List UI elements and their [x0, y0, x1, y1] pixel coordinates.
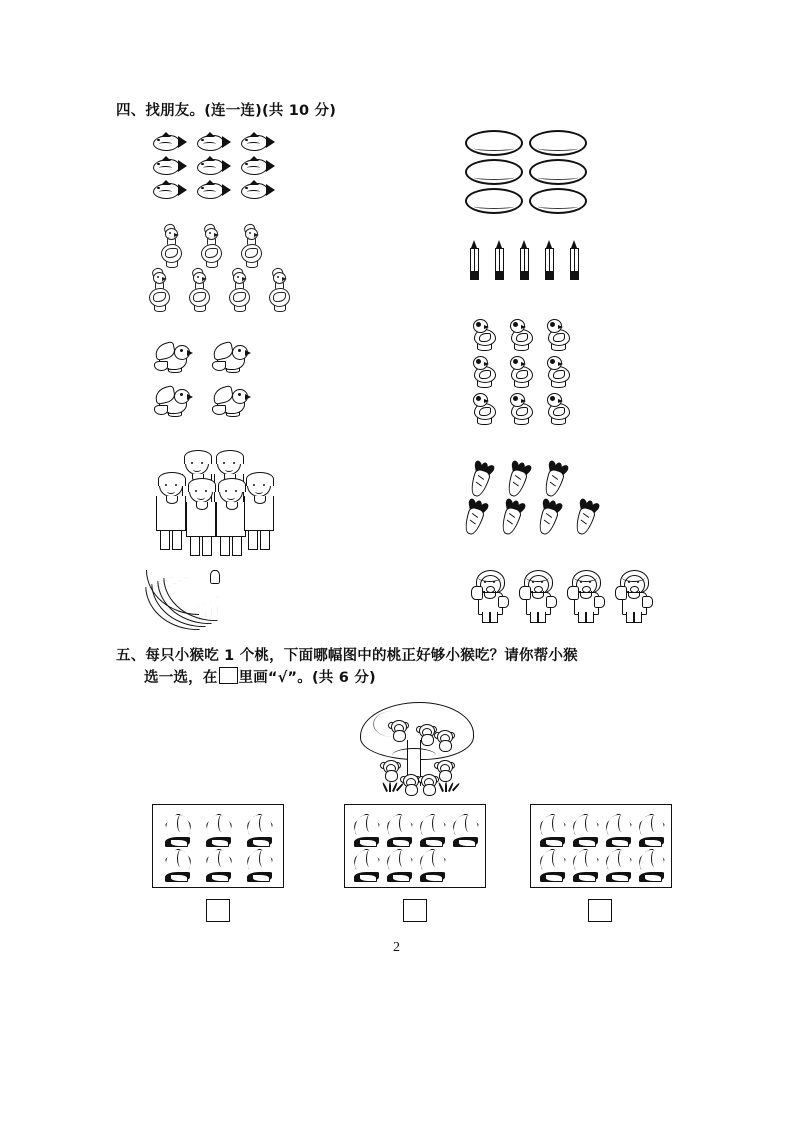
answer-checkbox-a[interactable]	[206, 899, 230, 922]
plate-icon	[529, 159, 587, 185]
chick-icon	[472, 393, 498, 425]
section-5-line2-b: 里画“√”。	[238, 670, 312, 687]
peach-option-b-box[interactable]	[344, 804, 486, 888]
peach-grid-a	[153, 805, 283, 887]
dove-icon	[154, 386, 194, 418]
peach-icon	[162, 847, 192, 881]
peach-grid-b	[345, 805, 485, 887]
goose-icon	[240, 228, 266, 268]
peach-option-a-box[interactable]	[152, 804, 284, 888]
peach-icon	[570, 812, 600, 846]
peach-icon	[603, 847, 633, 881]
fish-icon	[241, 158, 275, 175]
goose-icon	[268, 272, 294, 312]
monkey-icon	[420, 774, 437, 794]
pencil-icon	[470, 240, 479, 280]
inline-answer-box-icon	[219, 667, 238, 684]
peach-icon	[636, 812, 666, 846]
monkey-icon	[382, 760, 399, 780]
goose-icon	[188, 272, 214, 312]
monkey-icon	[436, 730, 453, 750]
peach-grid-c	[531, 805, 671, 887]
monkey-icon	[418, 724, 435, 744]
grass-icon	[384, 782, 404, 792]
peach-icon	[351, 812, 381, 846]
pencil-icon	[570, 240, 579, 280]
pencil-icon	[495, 240, 504, 280]
plate-icon	[465, 159, 523, 185]
pencil-group[interactable]	[462, 240, 587, 280]
carrot-icon	[566, 496, 605, 538]
girl-icon	[566, 570, 606, 622]
pencil-icon	[520, 240, 529, 280]
section-5-line1: 五、	[116, 648, 146, 664]
dove-icon	[212, 386, 252, 418]
carrot-group[interactable]	[460, 462, 610, 544]
fish-group[interactable]	[148, 130, 280, 202]
chick-icon	[509, 356, 535, 388]
section-5-line1-text: 每只小猴吃 1 个桃，下面哪幅图中的桃正好够小猴吃？请你帮小猴	[145, 648, 578, 664]
dove-group[interactable]	[145, 336, 261, 424]
child-icon	[216, 480, 246, 555]
chick-icon	[546, 319, 572, 351]
peach-icon	[570, 847, 600, 881]
bananas-icon	[146, 570, 228, 632]
peach-icon	[537, 847, 567, 881]
answer-checkbox-c[interactable]	[588, 899, 612, 922]
peach-option-c-box[interactable]	[530, 804, 672, 888]
page-number: 2	[393, 940, 400, 955]
child-icon	[156, 474, 186, 549]
peach-icon	[450, 812, 480, 846]
dove-icon	[154, 342, 194, 374]
peach-icon	[162, 812, 192, 846]
girl-group[interactable]	[466, 568, 658, 624]
goose-icon	[160, 228, 186, 268]
section-4-heading: 四、找朋友。(连一连)(共 10 分)	[116, 103, 337, 119]
monkey-icon	[390, 720, 407, 740]
chick-icon	[546, 393, 572, 425]
fish-icon	[153, 158, 187, 175]
plate-icon	[465, 188, 523, 214]
fish-icon	[241, 134, 275, 151]
peach-icon	[384, 847, 414, 881]
chick-icon	[509, 393, 535, 425]
children-group[interactable]	[152, 452, 278, 544]
carrot-icon	[492, 496, 531, 538]
carrot-icon	[529, 496, 568, 538]
peach-icon	[636, 847, 666, 881]
pencil-icon	[545, 240, 554, 280]
carrot-icon	[498, 458, 537, 500]
chick-icon	[472, 356, 498, 388]
child-icon	[186, 480, 216, 555]
girl-icon	[614, 570, 654, 622]
child-icon	[244, 474, 274, 549]
plate-icon	[529, 188, 587, 214]
chick-icon	[472, 319, 498, 351]
plate-group[interactable]	[462, 128, 590, 215]
fish-icon	[197, 158, 231, 175]
peach-icon	[203, 847, 233, 881]
children-group-icon	[152, 452, 278, 544]
fish-icon	[197, 134, 231, 151]
carrot-icon	[535, 458, 574, 500]
chick-icon	[509, 319, 535, 351]
monkey-tree-illustration	[352, 702, 478, 798]
chick-group[interactable]	[466, 316, 577, 427]
fish-icon	[197, 182, 231, 199]
fish-icon	[241, 182, 275, 199]
bananas-group[interactable]	[146, 570, 228, 632]
chick-icon	[546, 356, 572, 388]
peach-icon	[417, 812, 447, 846]
peach-icon	[244, 847, 274, 881]
plate-icon	[465, 130, 523, 156]
section-5-line2-a: 选一选，在	[144, 670, 218, 687]
section-5-points: (共 6 分)	[311, 670, 376, 687]
grass-icon	[440, 782, 460, 792]
goose-group[interactable]	[148, 228, 308, 324]
carrot-icon	[455, 496, 494, 538]
goose-icon	[228, 272, 254, 312]
peach-icon	[384, 812, 414, 846]
peach-icon	[244, 812, 274, 846]
goose-icon	[200, 228, 226, 268]
girl-icon	[518, 570, 558, 622]
answer-checkbox-b[interactable]	[403, 899, 427, 922]
goose-icon	[148, 272, 174, 312]
fish-icon	[153, 134, 187, 151]
monkey-icon	[402, 774, 419, 794]
peach-icon	[603, 812, 633, 846]
peach-icon	[351, 847, 381, 881]
peach-icon	[203, 812, 233, 846]
peach-icon	[417, 847, 447, 881]
plate-icon	[529, 130, 587, 156]
fish-icon	[153, 182, 187, 199]
girl-icon	[470, 570, 510, 622]
section-5-heading	[116, 645, 701, 690]
carrot-icon	[461, 458, 500, 500]
peach-icon	[537, 812, 567, 846]
dove-icon	[212, 342, 252, 374]
